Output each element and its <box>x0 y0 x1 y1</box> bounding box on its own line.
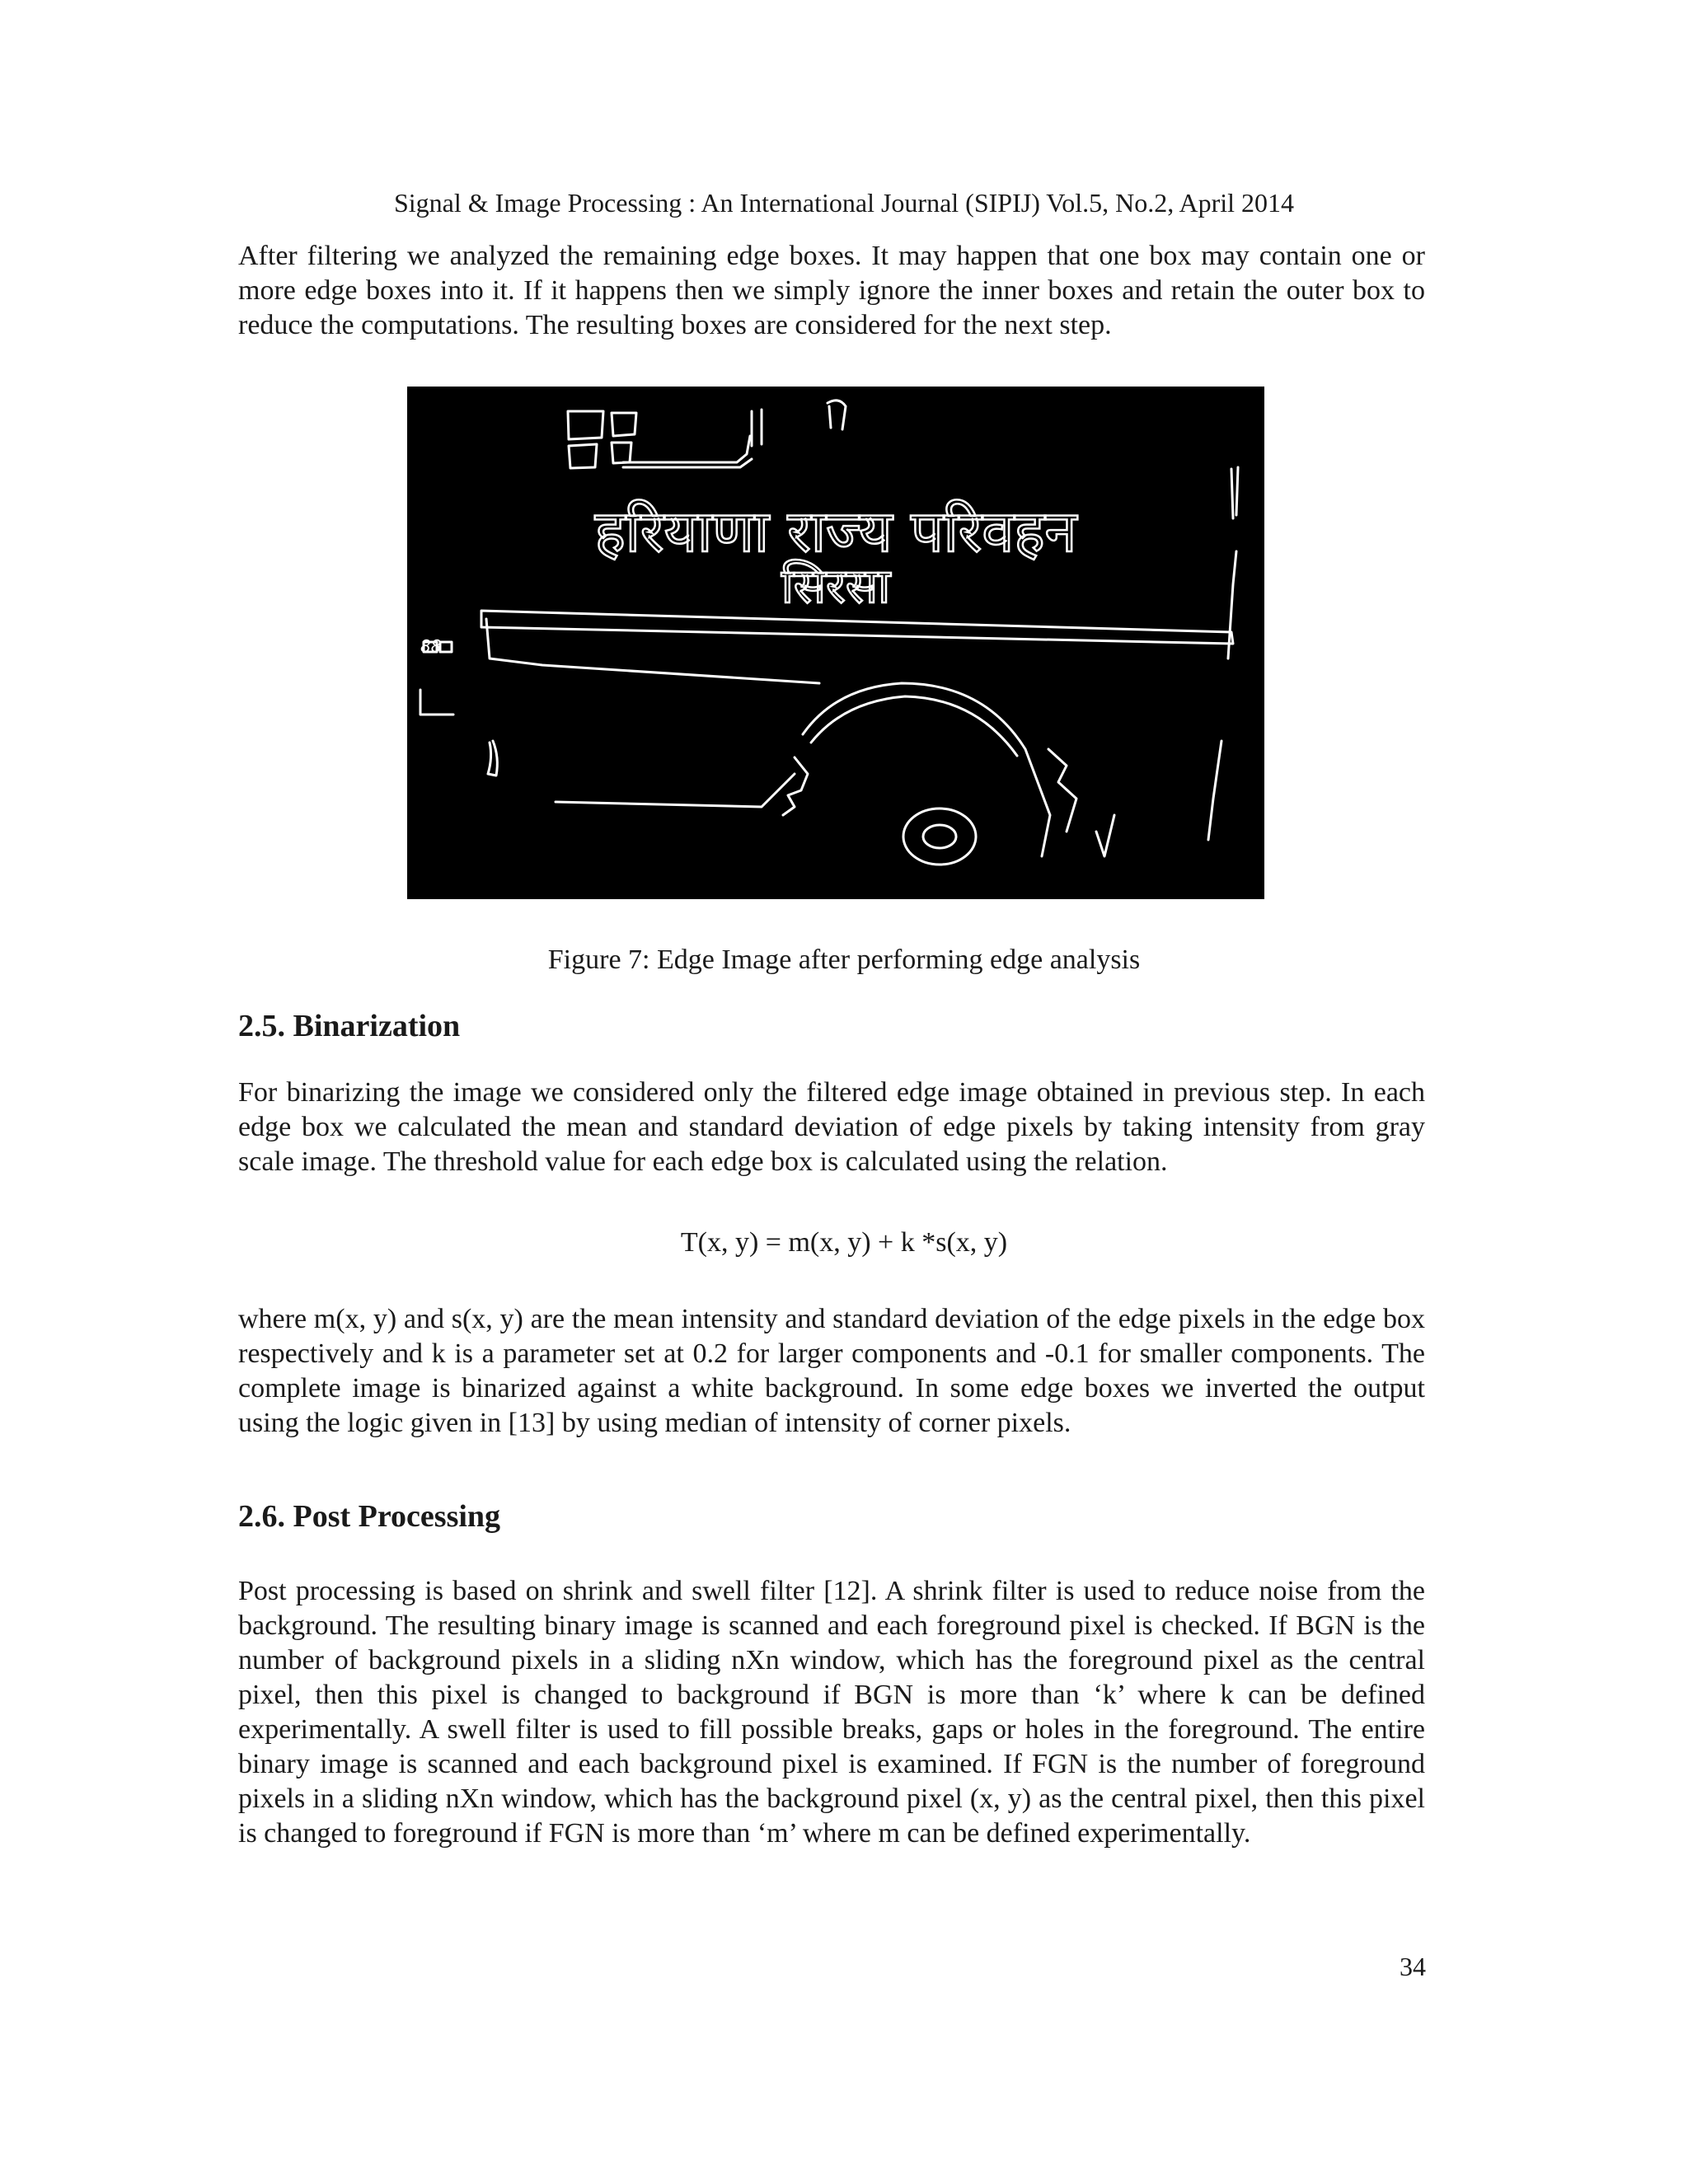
running-header: Signal & Image Processing : An International Journal (SIPIJ) Vol.5, No.2, April 2014 <box>393 188 1295 218</box>
page-number: 34 <box>1400 1952 1426 1981</box>
figure-text-line-1: हरियाणा राज्य परिवहन <box>594 498 1077 565</box>
figure-edge-image <box>407 387 1264 899</box>
section-heading-binarization: 2.5. Binarization <box>238 1009 461 1043</box>
post-processing-paragraph: Post processing is based on shrink and swell filter [12]. A shrink filter is used to reduce noise from the background. The resulting binary image is scanned and each foreground pixel is checked. If BGN is the number of background pixels in a sliding nXn window, which has the foreground pixel as the central pixel, then this pixel is changed to background if BGN is more than ‘k’ where k can be defined experimentally. A swell filter is used to fill possible breaks, gaps or holes in the foreground. The entire binary image is scanned and each background pixel is examined. If FGN is the number of foreground pixels in a sliding nXn window, which has the background pixel (x, y) as the central pixel, then this pixel is changed to foreground if FGN is more than ‘m’ where m can be defined experimentally. <box>238 1576 1425 1849</box>
threshold-equation: T(x, y) = m(x, y) + k *s(x, y) <box>680 1227 1008 1258</box>
figure-caption: Figure 7: Edge Image after performing edge analysis <box>547 944 1141 975</box>
binarization-paragraph-2: where m(x, y) and s(x, y) are the mean intensity and standard deviation of the edge pixels in the edge box respectively and k is a parameter set at 0.2 for larger components and -0.1 for smaller components. The complete image is binarized against a white background. In some edge boxes we inverted the output using the logic given in [13] by using median of intensity of corner pixels. <box>238 1304 1425 1438</box>
intro-paragraph: After filtering we analyzed the remaining edge boxes. It may happen that one box may contain one or more edge boxes into it. If it happens then we simply ignore the inner boxes and retain the outer box to reduce the computations. The resulting boxes are considered for the next step. <box>238 241 1425 340</box>
binarization-paragraph-1: For binarizing the image we considered only the filtered edge image obtained in previous step. In each edge box we calculated the mean and standard deviation of edge pixels by taking intensity from gray scale image. The threshold value for each edge box is calculated using the relation. <box>238 1077 1425 1177</box>
figure-text-line-2: सिरसा <box>781 558 891 614</box>
figure-plate-number: 88 <box>420 636 442 656</box>
section-heading-post-processing: 2.6. Post Processing <box>238 1499 501 1534</box>
